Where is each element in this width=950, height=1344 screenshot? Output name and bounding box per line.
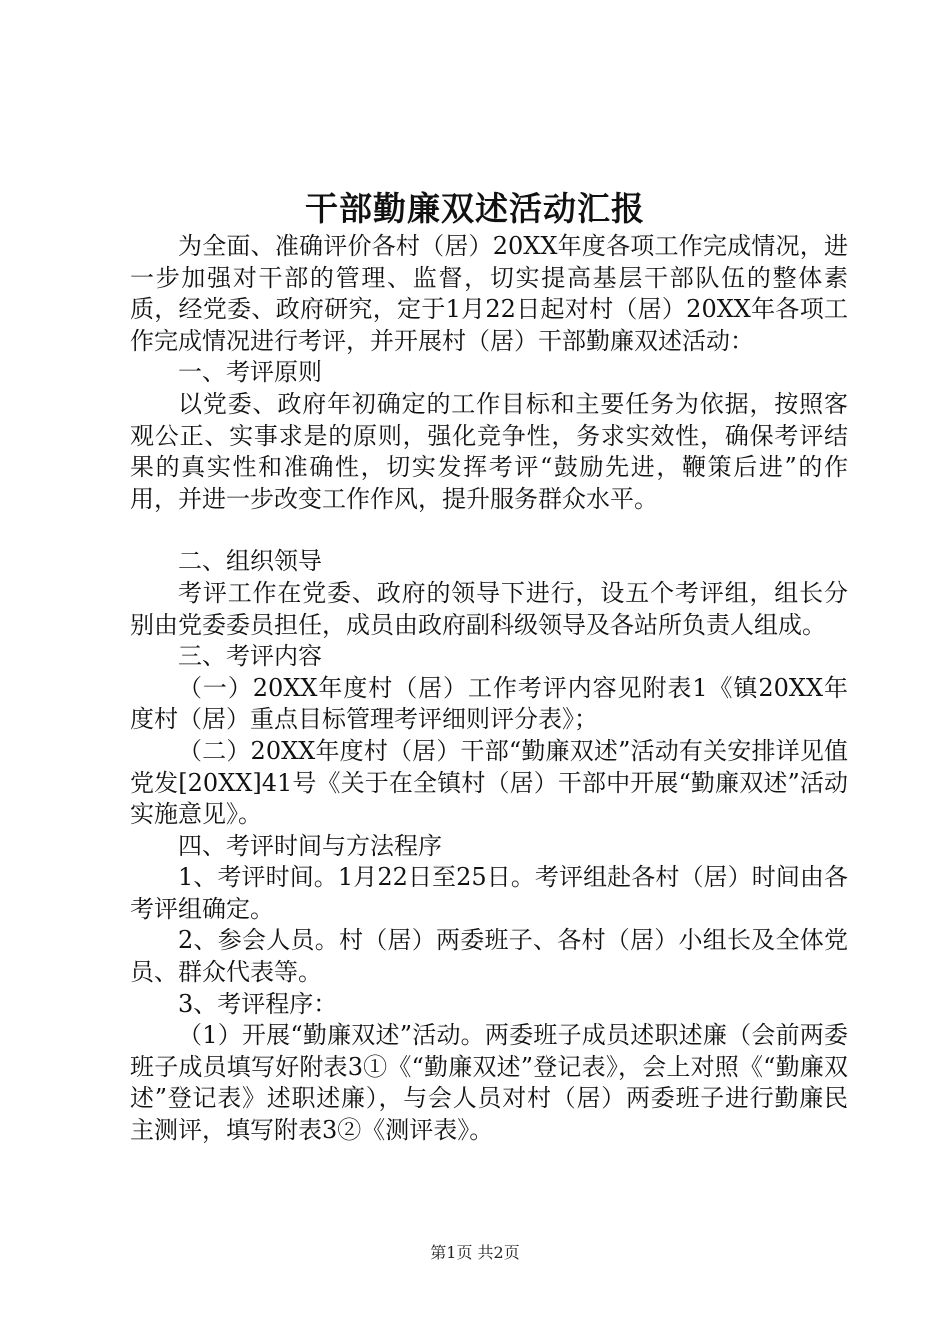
page-number-footer: 第1页 共2页	[430, 1243, 520, 1262]
section-heading-organization: 二、组织领导	[178, 547, 322, 576]
document-title: 干部勤廉双述活动汇报	[305, 189, 645, 228]
procedure-step-1: （1）开展“勤廉双述”活动。两委班子成员述职述廉（会前两委班子成员填写好附表3①《“勤廉双述”登记表》，会上对照《“勤廉双述”登记表》述职述廉），与会人员对村（居）两委班子进行勤廉民主测评，填写附表3②《测评表》。	[130, 1021, 848, 1145]
section-heading-content: 三、考评内容	[178, 642, 322, 671]
section-heading-principles: 一、考评原则	[178, 358, 322, 387]
content-item-1: （一）20XX年度村（居）工作考评内容见附表1《镇20XX年度村（居）重点目标管理考评细则评分表》；	[130, 673, 848, 734]
intro-paragraph: 为全面、准确评价各村（居）20XX年度各项工作完成情况，进一步加强对干部的管理、监督，切实提高基层干部队伍的整体素质，经党委、政府研究，定于1月22日起对村（居）20XX年各项工作完成情况进行考评，并开展村（居）干部勤廉双述活动：	[130, 232, 848, 355]
organization-paragraph: 考评工作在党委、政府的领导下进行，设五个考评组，组长分别由党委委员担任，成员由政府副科级领导及各站所负责人组成。	[130, 578, 848, 639]
principles-paragraph: 以党委、政府年初确定的工作目标和主要任务为依据，按照客观公正、实事求是的原则，强化竞争性，务求实效性，确保考评结果的真实性和准确性，切实发挥考评“鼓励先进，鞭策后进”的作用，并进一步改变工作作风，提升服务群众水平。	[130, 389, 848, 513]
content-item-2: （二）20XX年度村（居）干部“勤廉双述”活动有关安排详见值党发[20XX]41号《关于在全镇村（居）干部中开展“勤廉双述”活动实施意见》。	[130, 736, 848, 829]
schedule-item-time: 1、考评时间。1月22日至25日。考评组赴各村（居）时间由各考评组确定。	[130, 863, 848, 923]
section-heading-schedule: 四、考评时间与方法程序	[178, 831, 442, 860]
schedule-item-procedure: 3、考评程序：	[178, 989, 338, 1018]
document-body	[130, 231, 848, 1147]
schedule-item-participants: 2、参会人员。村（居）两委班子、各村（居）小组长及全体党员、群众代表等。	[130, 926, 848, 987]
